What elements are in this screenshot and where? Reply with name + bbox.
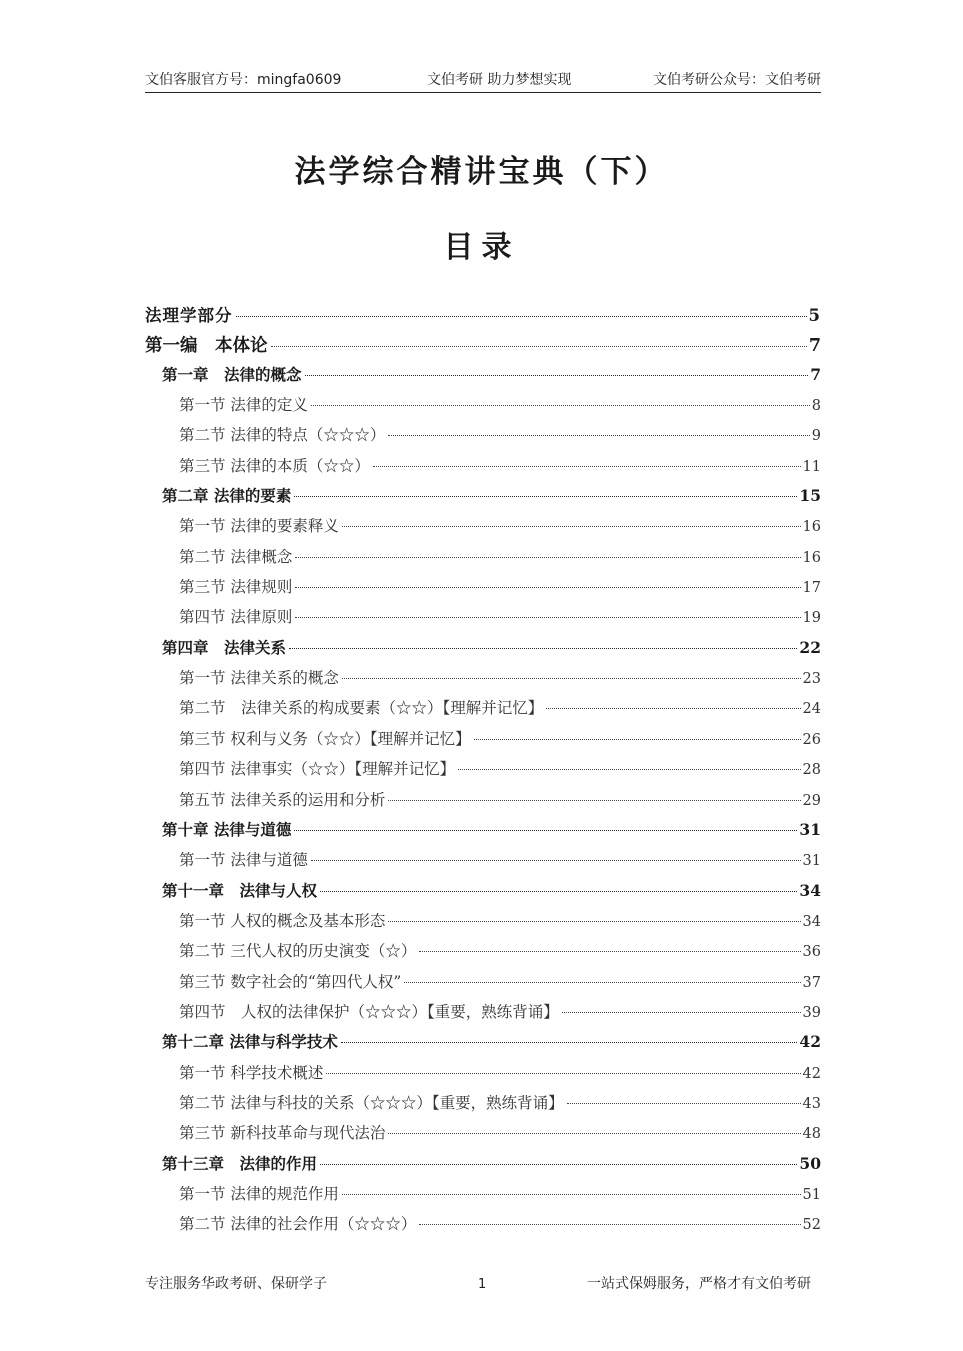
- toc-entry-section[interactable]: [145, 1182, 821, 1212]
- page-number: 1: [478, 1277, 487, 1292]
- toc-entry-title: 第四节 人权的法律保护（☆☆☆）【重要，熟练背诵】: [179, 1002, 559, 1021]
- toc-entry-page: 31: [802, 853, 821, 870]
- toc-entry-section[interactable]: [145, 696, 821, 726]
- toc-entry-section[interactable]: [145, 454, 821, 484]
- toc-entry-title: 第一节 法律关系的概念: [179, 669, 339, 688]
- dot-leader: [294, 830, 797, 831]
- dot-leader: [388, 1133, 800, 1134]
- toc-entry-page: 34: [802, 913, 821, 930]
- table-of-contents: [145, 302, 821, 1243]
- toc-entry-section[interactable]: [145, 970, 821, 1000]
- toc-entry-page: 8: [811, 398, 821, 415]
- toc-entry-page: 17: [802, 580, 821, 597]
- toc-entry-title: 第四节 法律事实（☆☆）【理解并记忆】: [179, 760, 456, 779]
- toc-entry-section[interactable]: [145, 605, 821, 635]
- toc-entry-title: 第十一章 法律与人权: [162, 880, 318, 900]
- toc-entry-title: 第四章 法律关系: [162, 637, 287, 657]
- toc-entry-section[interactable]: [145, 939, 821, 969]
- toc-entry-section[interactable]: [145, 1000, 821, 1030]
- toc-heading: 目录: [443, 230, 520, 265]
- toc-entry-section[interactable]: [145, 909, 821, 939]
- toc-entry-title: 第十二章 法律与科学技术: [162, 1032, 338, 1052]
- dot-leader: [388, 800, 800, 801]
- toc-entry-title: 第十三章 法律的作用: [162, 1153, 318, 1173]
- dot-leader: [294, 496, 797, 497]
- toc-entry-page: 50: [799, 1153, 821, 1173]
- toc-entry-title: 第一编 本体论: [145, 336, 268, 357]
- toc-entry-title: 第二节 法律概念: [179, 547, 293, 566]
- toc-entry-title: 第四节 法律原则: [179, 608, 293, 627]
- toc-entry-section[interactable]: [145, 393, 821, 423]
- toc-entry-chapter[interactable]: [145, 1152, 821, 1182]
- dot-leader: [562, 1012, 801, 1013]
- dot-leader: [320, 891, 797, 892]
- toc-entry-title: 第二节 法律与科技的关系（☆☆☆）【重要，熟练背诵】: [179, 1093, 564, 1112]
- toc-entry-page: 24: [802, 701, 821, 718]
- toc-entry-section[interactable]: [145, 545, 821, 575]
- toc-entry-title: 第一节 法律与道德: [179, 851, 308, 870]
- toc-entry-page: 15: [799, 486, 821, 506]
- toc-entry-section[interactable]: [145, 757, 821, 787]
- dot-leader: [546, 708, 800, 709]
- toc-entry-section[interactable]: [145, 848, 821, 878]
- toc-entry-title: 法理学部分: [145, 306, 233, 325]
- page-header: [145, 66, 821, 93]
- toc-entry-title: 第三节 数字社会的“第四代人权”: [179, 972, 402, 991]
- dot-leader: [419, 951, 800, 952]
- dot-leader: [419, 1224, 800, 1225]
- dot-leader: [404, 982, 800, 983]
- toc-entry-page: 9: [811, 428, 821, 445]
- dot-leader: [388, 921, 800, 922]
- toc-entry-title: 第三节 权利与义务（☆☆）【理解并记忆】: [179, 729, 471, 748]
- toc-entry-page: 48: [802, 1126, 821, 1143]
- page-footer: [145, 1271, 821, 1295]
- toc-entry-chapter[interactable]: [145, 484, 821, 514]
- toc-entry-page: 31: [799, 819, 821, 839]
- toc-entry-chapter[interactable]: [145, 818, 821, 848]
- toc-entry-title: 第一节 法律的要素释义: [179, 517, 339, 536]
- toc-entry-page: 42: [799, 1032, 821, 1052]
- toc-entry-title: 第十章 法律与道德: [162, 819, 292, 839]
- toc-entry-part[interactable]: [145, 302, 821, 332]
- dot-leader: [295, 587, 800, 588]
- dot-leader: [342, 678, 801, 679]
- dot-leader: [271, 346, 807, 347]
- footer-right-text: 一站式保姆服务，严格才有文伯考研: [587, 1276, 811, 1292]
- toc-entry-page: 16: [802, 519, 821, 536]
- toc-entry-section[interactable]: [145, 1212, 821, 1242]
- toc-entry-page: 22: [799, 637, 821, 657]
- toc-entry-page: 34: [799, 880, 821, 900]
- toc-entry-section[interactable]: [145, 575, 821, 605]
- toc-entry-section[interactable]: [145, 1091, 821, 1121]
- toc-entry-page: 52: [802, 1217, 821, 1234]
- toc-entry-title: 第二章 法律的要素: [162, 486, 292, 506]
- toc-entry-title: 第一章 法律的概念: [162, 364, 302, 384]
- toc-entry-chapter[interactable]: [145, 1030, 821, 1060]
- toc-entry-title: 第二节 法律的社会作用（☆☆☆）: [179, 1215, 417, 1234]
- toc-entry-page: 11: [802, 458, 821, 475]
- toc-entry-title: 第二节 法律关系的构成要素（☆☆）【理解并记忆】: [179, 699, 544, 718]
- toc-entry-page: 16: [802, 549, 821, 566]
- dot-leader: [342, 1194, 801, 1195]
- header-center-text: 文伯考研 助力梦想实现: [427, 72, 572, 88]
- toc-entry-section[interactable]: [145, 423, 821, 453]
- toc-entry-page: 36: [802, 944, 821, 961]
- toc-entry-title: 第二节 三代人权的历史演变（☆）: [179, 942, 417, 961]
- dot-leader: [341, 1042, 798, 1043]
- toc-entry-title: 第一节 法律的定义: [179, 396, 308, 415]
- toc-entry-edition[interactable]: [145, 332, 821, 362]
- document-title: 法学综合精讲宝典（下）: [294, 154, 669, 190]
- toc-entry-title: 第五节 法律关系的运用和分析: [179, 790, 386, 809]
- dot-leader: [305, 375, 809, 376]
- toc-entry-page: 5: [808, 306, 821, 325]
- dot-leader: [567, 1103, 801, 1104]
- toc-entry-title: 第二节 法律的特点（☆☆☆）: [179, 426, 386, 445]
- toc-entry-title: 第一节 人权的概念及基本形态: [179, 911, 386, 930]
- toc-entry-page: 19: [802, 610, 821, 627]
- toc-entry-page: 43: [802, 1095, 821, 1112]
- dot-leader: [320, 1164, 797, 1165]
- header-right-text: 文伯考研公众号：文伯考研: [653, 72, 821, 88]
- toc-entry-page: 7: [808, 336, 821, 357]
- toc-entry-section[interactable]: [145, 1061, 821, 1091]
- dot-leader: [342, 526, 801, 527]
- toc-entry-page: 37: [802, 974, 821, 991]
- toc-entry-section[interactable]: [145, 788, 821, 818]
- dot-leader: [236, 316, 807, 317]
- header-left-text: 文伯客服官方号：mingfa0609: [145, 72, 342, 88]
- footer-left-text: 专注服务华政考研、保研学子: [145, 1276, 327, 1292]
- dot-leader: [311, 405, 810, 406]
- toc-entry-section[interactable]: [145, 1121, 821, 1151]
- toc-entry-page: 42: [802, 1065, 821, 1082]
- dot-leader: [311, 860, 801, 861]
- dot-leader: [295, 557, 800, 558]
- toc-entry-page: 23: [802, 671, 821, 688]
- toc-entry-section[interactable]: [145, 666, 821, 696]
- toc-entry-section[interactable]: [145, 727, 821, 757]
- toc-entry-title: 第三节 法律规则: [179, 578, 293, 597]
- toc-entry-page: 51: [802, 1186, 821, 1203]
- toc-entry-title: 第三节 新科技革命与现代法治: [179, 1124, 386, 1143]
- toc-entry-chapter[interactable]: [145, 879, 821, 909]
- dot-leader: [289, 648, 797, 649]
- toc-entry-page: 7: [810, 364, 821, 384]
- dot-leader: [474, 739, 801, 740]
- toc-entry-chapter[interactable]: [145, 636, 821, 666]
- toc-entry-section[interactable]: [145, 514, 821, 544]
- toc-entry-title: 第一节 法律的规范作用: [179, 1184, 339, 1203]
- toc-entry-title: 第一节 科学技术概述: [179, 1063, 324, 1082]
- dot-leader: [373, 466, 801, 467]
- toc-entry-page: 29: [802, 792, 821, 809]
- toc-entry-page: 28: [802, 762, 821, 779]
- dot-leader: [326, 1073, 800, 1074]
- dot-leader: [388, 435, 809, 436]
- dot-leader: [295, 617, 800, 618]
- toc-entry-page: 26: [802, 731, 821, 748]
- toc-entry-page: 39: [802, 1004, 821, 1021]
- toc-entry-title: 第三节 法律的本质（☆☆）: [179, 456, 370, 475]
- toc-entry-chapter[interactable]: [145, 363, 821, 393]
- dot-leader: [458, 769, 800, 770]
